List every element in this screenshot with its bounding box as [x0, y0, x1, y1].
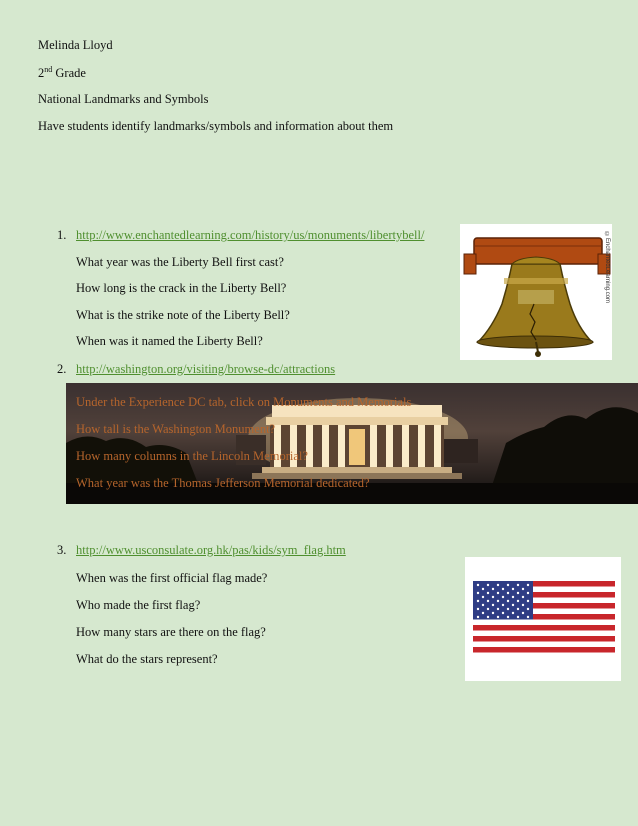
item-1-question-2: How long is the crack in the Liberty Bell? [76, 281, 287, 295]
author-name: Melinda Lloyd [38, 38, 113, 52]
item-3-number: 3. [57, 543, 67, 557]
lesson-topic: National Landmarks and Symbols [38, 92, 209, 106]
item-1-number: 1. [57, 228, 67, 242]
item-2-link[interactable]: http://washington.org/visiting/browse-dc/attractions [76, 362, 336, 376]
grade-line [38, 65, 86, 81]
item-3-link[interactable]: http://www.usconsulate.org.hk/pas/kids/sym_flag.htm [76, 543, 346, 557]
item-1-question-4: When was it named the Liberty Bell? [76, 334, 263, 348]
item-1-question-1: What year was the Liberty Bell first cast? [76, 255, 284, 269]
liberty-bell-image [460, 224, 612, 360]
item-3-question-3: How many stars are there on the flag? [76, 625, 266, 639]
liberty-bell-icon [460, 224, 612, 360]
item-2-question-1: Under the Experience DC tab, click on Monuments and Memorials [76, 395, 412, 409]
item-1-link[interactable]: http://www.enchantedlearning.com/history/us/monuments/libertybell/ [76, 228, 425, 242]
item-2-question-2: How tall is the Washington Monument? [76, 422, 276, 436]
grade-word: Grade [55, 66, 86, 81]
lesson-objective: Have students identify landmarks/symbols and information about them [38, 119, 394, 133]
item-3-question-1: When was the first official flag made? [76, 571, 268, 585]
item-2-question-3: How many columns in the Lincoln Memorial? [76, 449, 308, 463]
grade-suffix: nd [44, 65, 53, 74]
item-3-question-2: Who made the first flag? [76, 598, 201, 612]
lincoln-memorial-banner [66, 383, 638, 504]
image-credit: ©EnchantedLearning.com [604, 232, 610, 304]
item-3-question-4: What do the stars represent? [76, 652, 218, 666]
grade-number: 2 [38, 66, 45, 81]
item-2-number: 2. [57, 362, 67, 376]
item-2-question-4: What year was the Thomas Jefferson Memorial dedicated? [76, 476, 370, 490]
american-flag-image [465, 557, 621, 681]
item-1-question-3: What is the strike note of the Liberty Bell? [76, 308, 290, 322]
american-flag-icon [465, 557, 621, 681]
